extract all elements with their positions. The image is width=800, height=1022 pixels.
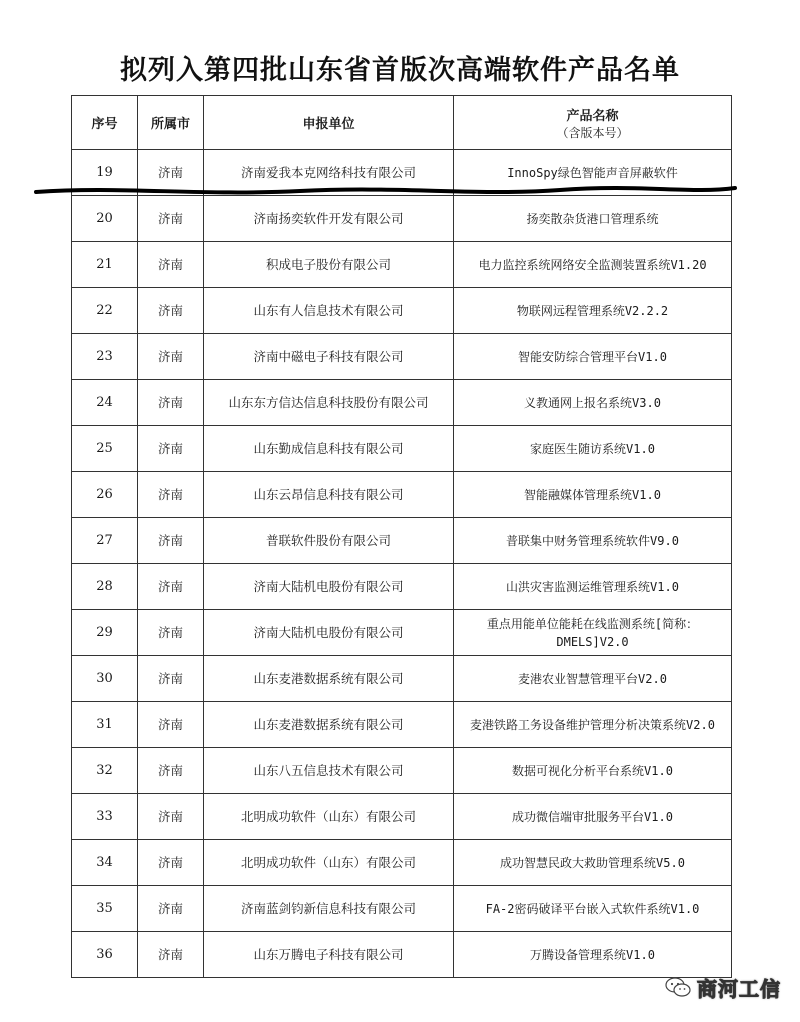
cell-unit: 北明成功软件（山东）有限公司	[204, 794, 454, 840]
table-row	[72, 380, 732, 426]
cell-unit: 济南中磁电子科技有限公司	[204, 334, 454, 380]
cell-seq: 29	[72, 610, 138, 656]
cell-city: 济南	[138, 288, 204, 334]
header-product	[454, 96, 732, 150]
cell-seq: 27	[72, 518, 138, 564]
cell-seq: 26	[72, 472, 138, 518]
cell-product: 物联网远程管理系统V2.2.2	[454, 288, 732, 334]
cell-product: 成功微信端审批服务平台V1.0	[454, 794, 732, 840]
product-list-table	[71, 95, 732, 978]
cell-product: 普联集中财务管理系统软件V9.0	[454, 518, 732, 564]
table-row	[72, 472, 732, 518]
cell-city: 济南	[138, 334, 204, 380]
cell-city: 济南	[138, 472, 204, 518]
cell-seq: 20	[72, 196, 138, 242]
header-unit: 申报单位	[204, 96, 454, 150]
cell-unit: 济南扬奕软件开发有限公司	[204, 196, 454, 242]
table-row	[72, 564, 732, 610]
cell-seq: 28	[72, 564, 138, 610]
cell-seq: 25	[72, 426, 138, 472]
cell-seq: 33	[72, 794, 138, 840]
table-row	[72, 932, 732, 978]
header-seq: 序号	[72, 96, 138, 150]
cell-unit: 济南大陆机电股份有限公司	[204, 610, 454, 656]
cell-city: 济南	[138, 840, 204, 886]
table-header-row	[72, 96, 732, 150]
cell-product: 山洪灾害监测运维管理系统V1.0	[454, 564, 732, 610]
cell-unit: 济南大陆机电股份有限公司	[204, 564, 454, 610]
cell-seq: 23	[72, 334, 138, 380]
table-row	[72, 794, 732, 840]
cell-unit: 济南爱我本克网络科技有限公司	[204, 150, 454, 196]
table-row	[72, 150, 732, 196]
cell-product: InnoSpy绿色智能声音屏蔽软件	[454, 150, 732, 196]
cell-product: 重点用能单位能耗在线监测系统[简称：DMELS]V2.0	[454, 610, 732, 656]
cell-seq: 32	[72, 748, 138, 794]
cell-seq: 24	[72, 380, 138, 426]
cell-product: 智能安防综合管理平台V1.0	[454, 334, 732, 380]
cell-city: 济南	[138, 380, 204, 426]
cell-city: 济南	[138, 610, 204, 656]
cell-product: 麦港农业智慧管理平台V2.0	[454, 656, 732, 702]
cell-seq: 21	[72, 242, 138, 288]
table-row	[72, 288, 732, 334]
cell-city: 济南	[138, 656, 204, 702]
cell-unit: 普联软件股份有限公司	[204, 518, 454, 564]
table-row	[72, 426, 732, 472]
cell-unit: 山东东方信达信息科技股份有限公司	[204, 380, 454, 426]
cell-product: 扬奕散杂货港口管理系统	[454, 196, 732, 242]
table-row	[72, 886, 732, 932]
cell-unit: 山东勤成信息科技有限公司	[204, 426, 454, 472]
header-city: 所属市	[138, 96, 204, 150]
cell-city: 济南	[138, 564, 204, 610]
cell-city: 济南	[138, 518, 204, 564]
table-row	[72, 518, 732, 564]
cell-city: 济南	[138, 932, 204, 978]
cell-product: 智能融媒体管理系统V1.0	[454, 472, 732, 518]
table-row	[72, 840, 732, 886]
cell-seq: 34	[72, 840, 138, 886]
table-row	[72, 610, 732, 656]
table-row	[72, 334, 732, 380]
table-row	[72, 748, 732, 794]
table-row	[72, 196, 732, 242]
table-row	[72, 242, 732, 288]
cell-unit: 北明成功软件（山东）有限公司	[204, 840, 454, 886]
cell-city: 济南	[138, 242, 204, 288]
cell-product: 万腾设备管理系统V1.0	[454, 932, 732, 978]
wechat-icon	[665, 976, 691, 998]
cell-seq: 36	[72, 932, 138, 978]
cell-product: FA-2密码破译平台嵌入式软件系统V1.0	[454, 886, 732, 932]
cell-unit: 积成电子股份有限公司	[204, 242, 454, 288]
cell-product: 电力监控系统网络安全监测装置系统V1.20	[454, 242, 732, 288]
cell-city: 济南	[138, 426, 204, 472]
cell-unit: 济南蓝剑钧新信息科技有限公司	[204, 886, 454, 932]
page-title: 拟列入第四批山东省首版次高端软件产品名单	[120, 55, 680, 86]
cell-unit: 山东云昂信息科技有限公司	[204, 472, 454, 518]
header-product-label: 产品名称	[566, 108, 619, 124]
cell-city: 济南	[138, 150, 204, 196]
cell-city: 济南	[138, 702, 204, 748]
cell-unit: 山东八五信息技术有限公司	[204, 748, 454, 794]
cell-city: 济南	[138, 794, 204, 840]
cell-product: 麦港铁路工务设备维护管理分析决策系统V2.0	[454, 702, 732, 748]
cell-seq: 19	[72, 150, 138, 196]
cell-product: 义教通网上报名系统V3.0	[454, 380, 732, 426]
cell-city: 济南	[138, 748, 204, 794]
cell-product: 家庭医生随访系统V1.0	[454, 426, 732, 472]
cell-seq: 22	[72, 288, 138, 334]
cell-unit: 山东麦港数据系统有限公司	[204, 656, 454, 702]
cell-city: 济南	[138, 886, 204, 932]
table-row	[72, 702, 732, 748]
cell-unit: 山东万腾电子科技有限公司	[204, 932, 454, 978]
header-product-sub: （含版本号）	[556, 125, 629, 140]
cell-unit: 山东麦港数据系统有限公司	[204, 702, 454, 748]
cell-city: 济南	[138, 196, 204, 242]
watermark-text: 商河工信	[697, 976, 781, 1001]
cell-product: 数据可视化分析平台系统V1.0	[454, 748, 732, 794]
cell-product: 成功智慧民政大救助管理系统V5.0	[454, 840, 732, 886]
cell-seq: 35	[72, 886, 138, 932]
cell-unit: 山东有人信息技术有限公司	[204, 288, 454, 334]
watermark	[665, 970, 795, 1004]
cell-seq: 30	[72, 656, 138, 702]
table-row	[72, 656, 732, 702]
cell-seq: 31	[72, 702, 138, 748]
